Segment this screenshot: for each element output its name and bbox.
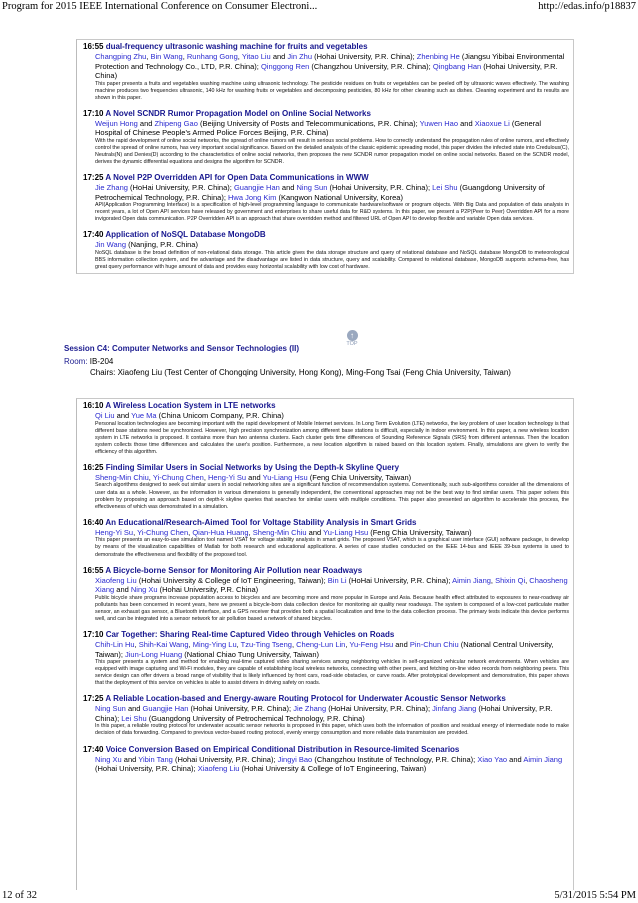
author-affiliation: (HoHai University, P.R. China);	[346, 575, 453, 585]
author-affiliation: ,	[188, 640, 193, 649]
author-affiliation: (Hohai University, P.R. China)	[157, 585, 259, 595]
author-link[interactable]: Bin Li	[327, 575, 347, 585]
author-affiliation: ,	[188, 527, 193, 537]
page-number: 12 of 32	[2, 890, 37, 901]
paper-entry	[83, 630, 569, 687]
paper-time: 17:25	[83, 694, 106, 704]
author-link[interactable]: Heng-Yi Su	[95, 527, 134, 537]
author-affiliation: (Hohai University & College of IoT Engineering, Taiwan)	[239, 764, 427, 774]
author-link[interactable]: Changping Zhu	[95, 52, 147, 61]
paper-abstract: NoSQL database is the broad definition of non-relational data storage. This article gives the data storage structure and query of relational database and NoSQL database MongoDB to meteorological BBS information collection system, and the advantage and the disadvantage are listed in data structure, query and scalability. Compared to relational database, MongoDB supports schema-free, has great query performance with huge amount of data and provides easy horizontal scalability with low cost of hardware.	[95, 249, 569, 271]
author-link[interactable]: Qingbang Han	[432, 61, 482, 71]
author-affiliation: (Hohai University, P.R. China)	[95, 61, 558, 80]
author-affiliation: (Changzhou Institute of Technology, P.R. China);	[312, 754, 478, 764]
author-affiliation: and	[114, 585, 131, 595]
author-affiliation: (Hohai University & College of IoT Engineering, Taiwan);	[136, 575, 328, 585]
paper-entry	[83, 230, 569, 271]
author-affiliation: ,	[345, 640, 350, 649]
author-affiliation: and	[137, 118, 155, 128]
paper-authors	[83, 473, 569, 483]
author-affiliation: (China Unicom Company, P.R. China)	[156, 411, 284, 420]
up-arrow-icon: ↑	[347, 330, 358, 341]
author-link[interactable]: Jie Zhang	[95, 183, 128, 193]
author-affiliation: (Jiangsu Yibibai Environmental Protection and Technology Co., LTD, P.R. China);	[95, 52, 565, 71]
author-link[interactable]: Bin Wang	[150, 52, 183, 61]
author-link[interactable]: Lei Shu	[121, 713, 147, 723]
author-affiliation: ,	[203, 472, 209, 482]
paper-heading	[83, 109, 569, 119]
paper-authors	[83, 119, 569, 138]
author-link[interactable]: Cheng-Lun Lin	[296, 640, 346, 649]
author-link[interactable]: Chaosheng Xiang	[95, 575, 568, 595]
author-affiliation: and	[279, 183, 297, 193]
paper-abstract: This paper presents a fruits and vegetables washing machine using ultrasonic technology. The pesticide residues on fruits or vegetables can be peeled off by ultrasonic waves effectively. The washing machine produces two frequencies ultrasonic, 140 kHz for washing fruits or vegetables and decomposing pesticides, 80 kHz for other cleaning such as dishes. Cleaning experiment and its results are shown in this paper.	[95, 80, 569, 101]
paper-authors	[83, 755, 569, 774]
paper-title-link[interactable]: An Educational/Research-Aimed Tool for Voltage Stability Analysis in Smart Grids	[105, 517, 417, 527]
author-affiliation: and	[270, 52, 288, 61]
author-link[interactable]: Ming-Ying Lu	[192, 640, 237, 649]
paper-time: 17:40	[83, 744, 106, 754]
author-link[interactable]: Chih-Lin Hu	[95, 640, 135, 649]
author-affiliation: ,	[248, 527, 253, 537]
paper-title-link[interactable]: Finding Similar Users in Social Networks by Using the Depth-k Skyline Query	[105, 462, 400, 472]
author-affiliation: and	[121, 754, 139, 764]
paper-title-link[interactable]: A Wireless Location System in LTE networks	[105, 401, 276, 410]
print-header	[0, 0, 638, 14]
author-affiliation: ,	[291, 640, 297, 649]
author-affiliation: (General Hospital of Chinese People's Armed Police Forces Beijing, P.R. China)	[95, 118, 542, 138]
author-link[interactable]: Aimin Jiang	[523, 754, 563, 764]
paper-title-link[interactable]: A Novel P2P Overridden API for Open Data Communications in WWW	[105, 173, 369, 183]
author-affiliation: ,	[148, 472, 153, 482]
author-affiliation: and	[246, 472, 263, 482]
author-link[interactable]: Qian-Hua Huang	[192, 527, 249, 537]
author-link[interactable]: Xiaoxue Li	[474, 118, 510, 128]
author-affiliation: ,	[134, 640, 139, 649]
paper-time: 16:10	[83, 401, 106, 410]
author-link[interactable]: Ning Sun	[95, 704, 126, 714]
author-affiliation: ,	[236, 640, 241, 649]
author-affiliation: ,	[525, 575, 530, 585]
paper-abstract: API(Application Programming Interface) is a specification of high-level programming language to communicate hardware/software or program objects. With Big Data and population of data analysis in recent years, a lot of Open API services have released by government and enterprises to share useful data for R&D systems. In this paper, we present a P2P(Peer to Peer) Overridden API for a more invigorated Open data communication. P2P Overridden API is an approach that share overridden method and filtered URL of Open API to develop flexible and variable Open data services.	[95, 202, 569, 223]
author-link[interactable]: Qi Liu	[95, 411, 115, 420]
author-link[interactable]: Aimin Jiang	[452, 575, 491, 585]
room-label: Room:	[64, 357, 88, 366]
author-affiliation: (Hohai University, P.R. China);	[188, 704, 294, 714]
author-affiliation: and	[306, 527, 324, 537]
author-link[interactable]: Yue Ma	[131, 411, 157, 420]
author-link[interactable]: Zhenbing He	[416, 52, 460, 61]
paper-abstract: This paper presents a system and method for enabling real-time captured video sharing services among neighboring vehicles in self-organized vehicular network environments. When vehicles are equipped with image capturing and Wi-Fi modules, they are capable of establishing local wireless networks, connecting with other peers, and fetching on-line video records from neighboring peers. This service design can offer drivers a broad range of visibility that is likely influenced by front cars, road-side obstacles, or curve roads. After prototypical development and demonstration, this paper shows that the deployment of this service on vehicles is able to assist drivers in driving safety on roads.	[95, 659, 569, 687]
author-link[interactable]: Heng-Yi Su	[208, 472, 247, 482]
author-link[interactable]: Jiun-Long Huang	[125, 649, 183, 659]
paper-title-link[interactable]: Car Together: Sharing Real-time Captured Video through Vehicles on Roads	[105, 630, 395, 639]
paper-abstract: In this paper, a reliable routing protocol for underwater acoustic sensor networks is proposed in this paper, which uses both the information of position and residual energy of intermediate node to make decision of data forwarding. Compared to previous vector-based routing protocol, evenly energy consumption and more reliable data transmission are provided.	[95, 723, 569, 737]
author-affiliation: ,	[133, 527, 138, 537]
paper-time: 17:25	[83, 173, 106, 183]
author-affiliation: and	[125, 704, 143, 714]
author-affiliation: ,	[237, 52, 242, 61]
author-link[interactable]: Zhipeng Gao	[154, 118, 198, 128]
paper-entry	[83, 745, 569, 774]
paper-heading	[83, 230, 569, 240]
paper-entry	[83, 173, 569, 223]
author-link[interactable]: Yu-Feng Hsu	[349, 640, 394, 649]
author-link[interactable]: Lei Shu	[432, 183, 458, 193]
print-footer	[0, 889, 638, 903]
author-link[interactable]: Jie Zhang	[293, 704, 327, 714]
paper-title-link[interactable]: Voice Conversion Based on Empirical Conditional Distribution in Resource-limited Scenarios	[105, 744, 460, 754]
paper-time: 17:40	[83, 230, 106, 240]
paper-list-previous-session	[76, 39, 574, 274]
author-link[interactable]: Sheng-Min Chiu	[95, 472, 149, 482]
paper-authors	[83, 52, 569, 81]
paper-title-link[interactable]: A Reliable Location-based and Energy-aware Routing Protocol for Underwater Acoustic Sensor Networks	[105, 694, 506, 704]
paper-heading	[83, 518, 569, 528]
room-value: IB-204	[89, 357, 114, 366]
paper-title-link[interactable]: A Bicycle-borne Sensor for Monitoring Air Pollution near Roadways	[105, 565, 363, 575]
paper-time: 17:10	[83, 630, 106, 639]
session-room	[64, 357, 113, 366]
paper-authors	[83, 411, 569, 421]
paper-heading	[83, 42, 569, 52]
author-link[interactable]: Jingyi Bao	[277, 754, 313, 764]
paper-time: 17:10	[83, 108, 106, 118]
paper-heading	[83, 173, 569, 183]
author-link[interactable]: Ning Xu	[130, 585, 158, 595]
author-link[interactable]: Yibin Tang	[138, 754, 173, 764]
paper-entry	[83, 518, 569, 559]
author-link[interactable]: Guangjie Han	[233, 183, 280, 193]
author-affiliation: and	[393, 640, 410, 649]
paper-heading	[83, 745, 569, 755]
paper-authors	[83, 528, 569, 538]
author-link[interactable]: Yi-Chung Chen	[137, 527, 189, 537]
paper-heading	[83, 630, 569, 640]
paper-heading	[83, 463, 569, 473]
author-affiliation: (Changzhou University, P.R. China);	[309, 61, 433, 71]
author-link[interactable]: Yuwen Hao	[419, 118, 459, 128]
author-link[interactable]: Runhang Gong	[186, 52, 238, 61]
author-link[interactable]: Qinggong Ren	[260, 61, 310, 71]
paper-heading	[83, 401, 569, 411]
author-link[interactable]: Shih-Kai Wang	[138, 640, 189, 649]
author-affiliation: ,	[490, 575, 496, 585]
paper-authors	[83, 240, 569, 250]
author-affiliation: (Hohai University, P.R. China);	[312, 52, 417, 61]
author-affiliation: (Feng Chia University, Taiwan)	[307, 472, 412, 482]
header-title: Program for 2015 IEEE International Conference on Consumer Electroni...	[2, 1, 318, 12]
author-affiliation: (Hohai University, P.R. China);	[327, 183, 433, 193]
author-link[interactable]: Yi-Chung Chen	[152, 472, 204, 482]
author-link[interactable]: Hwa Jong Kim	[228, 192, 277, 202]
author-affiliation: (National Central University, Taiwan);	[95, 640, 554, 659]
author-affiliation: ,	[182, 52, 187, 61]
author-link[interactable]: Yu-Liang Hsu	[323, 527, 369, 537]
author-affiliation: and	[458, 118, 475, 128]
author-affiliation: (Hohai University, P.R. China);	[172, 754, 278, 764]
author-link[interactable]: Jinfang Jiang	[432, 704, 477, 714]
author-affiliation: (National Chiao Tung University, Taiwan)	[182, 649, 320, 659]
paper-list-session-c4	[76, 398, 574, 890]
author-link[interactable]: Xiaofeng Liu	[197, 764, 240, 774]
author-affiliation: and	[114, 411, 132, 420]
paper-entry	[83, 42, 569, 102]
author-link[interactable]: Sheng-Min Chiu	[252, 527, 307, 537]
paper-time: 16:40	[83, 517, 106, 527]
paper-abstract: Public bicycle share programs increase population access to bicycles and are becoming more and more popular in Europe and Asia. Because health effect attributed to exposures to near-roadway air pollutants has been concerned in recent years, here we present a bicycle-born data collection device for monitoring air quality near roadways. The system is composed of a low-cost particulate matter sensor, an exhaust gas sensor, a Bluetooth interface, and a GPS receiver that provides both a spatial localization and time to the data collection process. The primary tests indicate this device performs well, and can be integrated into a sensor network for air pollution based a network of shared bicycles.	[95, 594, 569, 622]
paper-abstract: This paper presents an easy-to-use simulation tool named VSAT for voltage stability analysis in smart grids. The proposed VSAT, which is a graphical user interface (GUI) software package, is develop by means of the visualization capabilities of Matlab for both research and educational applications. A series of case studies conducted on the IEEE 14-bus and IEEE 39-bus systems is used to demonstrate the effectiveness and flexibility of the proposed tool.	[95, 537, 569, 558]
author-link[interactable]: Pin-Chun Chiu	[409, 640, 459, 649]
paper-title-link[interactable]: A Novel SCNDR Rumor Propagation Model on Online Social Networks	[105, 108, 371, 118]
paper-entry	[83, 463, 569, 511]
paper-authors	[83, 183, 569, 202]
paper-entry	[83, 401, 569, 456]
top-button-label: TOP	[346, 341, 358, 347]
author-affiliation: (HoHai University, P.R. China);	[127, 183, 234, 193]
author-affiliation: and	[507, 754, 524, 764]
paper-time: 16:55	[83, 565, 106, 575]
author-link[interactable]: Ning Xu	[95, 754, 122, 764]
paper-abstract: With the rapid development of online social networks, the spread of online rumors will result in serious social problems. How to correctly understand the propagation rules of online rumors, and effectively control the spread of online rumors, has very important social significance. Based on the detailed analysis of the classic epidemic spreading model, this paper divides the infected state into Credulous(C), Neutrals(N) and Denies(D) according to the characteristics of online social networks, then proposes the new SCNDR rumor propagation model on online social networks. Based on the SCNDR model, derives the dynamic differential equations and designs the algorithm for SCNDR.	[95, 137, 569, 166]
paper-entry	[83, 566, 569, 623]
paper-authors	[83, 704, 569, 723]
author-link[interactable]: Tzu-Ting Tseng	[240, 640, 292, 649]
author-affiliation: ,	[146, 52, 151, 61]
author-link[interactable]: Guangjie Han	[142, 704, 189, 714]
paper-entry	[83, 694, 569, 737]
author-affiliation: (Guangdong University of Petrochemical Technology, P.R. China)	[146, 713, 365, 723]
author-link[interactable]: Yitao Liu	[241, 52, 271, 61]
paper-authors	[83, 576, 569, 595]
paper-time: 16:25	[83, 462, 106, 472]
author-link[interactable]: Xiao Yao	[477, 754, 508, 764]
paper-heading	[83, 566, 569, 576]
paper-time: 16:55	[83, 42, 106, 51]
author-link[interactable]: Weijun Hong	[95, 118, 138, 128]
session-title: Session C4: Computer Networks and Sensor Technologies (II)	[64, 344, 300, 353]
author-link[interactable]: Yu-Liang Hsu	[262, 472, 308, 482]
author-affiliation: (Hohai University, P.R. China);	[95, 764, 198, 774]
session-chairs: Chairs: Xiaofeng Liu (Test Center of Chongqing University, Hong Kong), Ming-Fong Tsai (Feng Chia University, Taiwan)	[90, 368, 511, 377]
author-link[interactable]: Xiaofeng Liu	[95, 575, 137, 585]
paper-abstract: Search algorithms designed to seek out similar users in social networking sites are a significant function of recommendation systems. Conventionally, such sub-algorithms consider all the dimensions of user data as a whole. However, as the information in various dimensions is generally independent, the conventional approaches may not be the best way to find similar users. This paper solves this problem by proposing an approach based on depth-k skyline queries that searches for similar users with multiple conditions. This paper also presented an algorithm to accelerate this process, the effectiveness of which was demonstrated in a simulation.	[95, 482, 569, 510]
paper-title-link[interactable]: Application of NoSQL Database MongoDB	[105, 230, 266, 240]
print-datetime: 5/31/2015 5:54 PM	[554, 890, 636, 901]
author-link[interactable]: Ning Sun	[296, 183, 328, 193]
top-button[interactable]	[340, 330, 364, 348]
author-affiliation: (Nanjing, P.R. China)	[126, 240, 198, 250]
author-affiliation: (Feng Chia University, Taiwan)	[368, 527, 472, 537]
paper-entry	[83, 109, 569, 166]
author-link[interactable]: Shixin Qi	[495, 575, 526, 585]
header-url: http://edas.info/p18837	[538, 1, 636, 12]
author-affiliation: (HoHai University, P.R. China);	[326, 704, 433, 714]
author-affiliation: (Kangwon National University, Korea)	[276, 192, 403, 202]
author-affiliation: (Hohai University, P.R. China);	[95, 704, 553, 723]
author-affiliation: (Beijing University of Posts and Telecommunications, P.R. China);	[197, 118, 420, 128]
author-affiliation: (Guangdong University of Petrochemical Technology, P.R. China);	[95, 183, 545, 202]
author-link[interactable]: Jin Wang	[95, 240, 126, 250]
paper-title-link[interactable]: dual-frequency ultrasonic washing machine for fruits and vegetables	[105, 42, 368, 51]
paper-authors	[83, 640, 569, 659]
paper-abstract: Personal location technologies are becoming important with the rapid development of Mobile Internet services. In Long Term Evolution (LTE) networks, the key problem of user location technology is that different base stations need be synchronized. However, high precision synchronization among different base stations is difficult, especially in indoor environment. In this paper, a new wireless location system in LTE networks is proposed. It contains more than two antenna clusters. Each cluster gets time differences of Sounding Reference Signals (SRS) from different antennas. Then the location system collects those time differences and calculates the user's position. Furthermore, a new location algorithm is raised based on this location system. Finally, simulations are given to verify the efficiency of this algorithm.	[95, 420, 569, 455]
author-link[interactable]: Jin Zhu	[287, 52, 313, 61]
paper-heading	[83, 694, 569, 704]
